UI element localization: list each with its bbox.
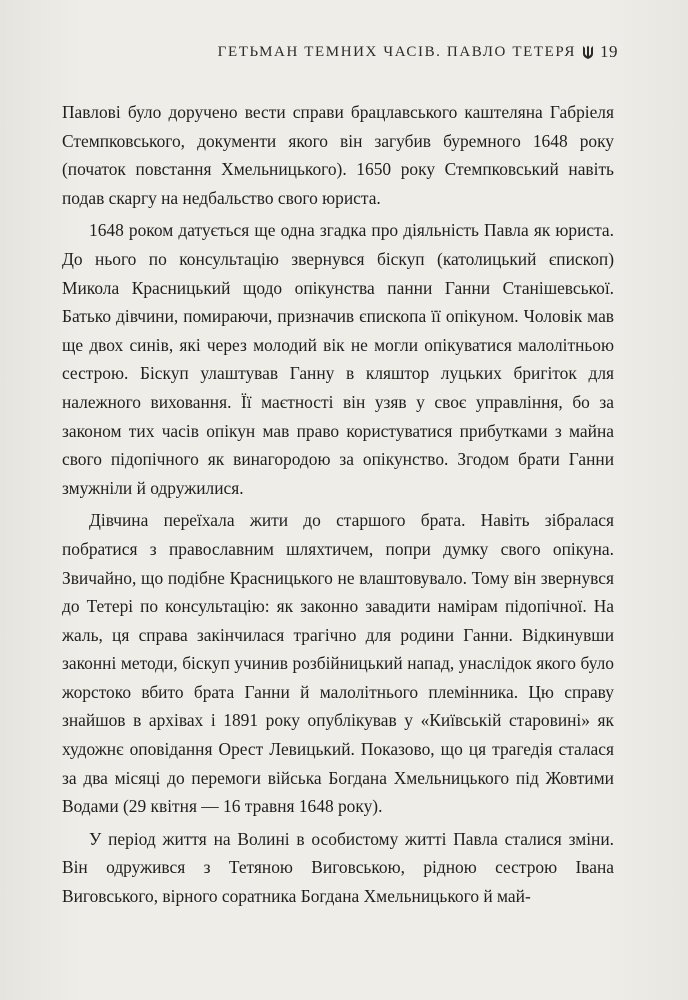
paragraph: 1648 роком датується ще одна згадка про діяльність Павла як юриста. До нього по консультацію звернувся біскуп (католицький єпископ) Микола Красницький щодо опікунства панни Ганни Станішевської. Батько дівчини, помираючи, призначив єпископа її опікуном. Чоловік мав ще двох синів, які через молодий вік не могли опікуватися малолітньою сестрою. Біскуп улаштував Ганну в кляштор луцьких бригіток для належного виховання. Її маєтності він узяв у своє управління, бо за законом тих часів опікун мав право користуватися прибутками з майна свого підопічного як винагородою за опікунство. Згодом брати Ганни змужніли й одружилися. bbox=[62, 220, 614, 498]
paragraph: Павлові було доручено вести справи брацлавського каштеляна Габріеля Стемпковського, документи якого він загубив буремного 1648 року (початок повстання Хмельницького). 1650 року Стемпковський навіть подав скаргу на недбальство свого юриста. bbox=[62, 102, 614, 208]
running-header bbox=[218, 42, 618, 62]
page-number: 19 bbox=[600, 42, 618, 61]
trident-icon bbox=[582, 45, 594, 60]
running-header-title: ГЕТЬМАН ТЕМНИХ ЧАСІВ. ПАВЛО ТЕТЕРЯ bbox=[217, 43, 576, 60]
paragraph: Дівчина переїхала жити до старшого брата. Навіть зібралася побратися з православним шляхтичем, попри думку свого опікуна. Звичайно, що подібне Красницького не влаштовувало. Тому він звернувся до Тетері по консультацію: як законно завадити намірам підопічної. На жаль, ця справа закінчилася трагічно для родини Ганни. Відкинувши законні методи, біскуп учинив розбійницький напад, унаслідок якого було жорстоко вбито брата Ганни й малолітнього племінника. Цю справу знайшов в архівах і 1891 року опублікував у «Київській старовині» як художнє оповідання Орест Левицький. Показово, що ця трагедія сталася за два місяці до перемоги війська Богдана Хмельницького під Жовтими Водами (29 квітня — 16 травня 1648 року). bbox=[62, 510, 614, 817]
paragraph: У період життя на Волині в особистому житті Павла сталися зміни. Він одружився з Тетяною Виговською, рідною сестрою Івана Виговського, вірного соратника Богдана Хмельницького й май- bbox=[62, 828, 614, 907]
body-text bbox=[62, 98, 614, 915]
